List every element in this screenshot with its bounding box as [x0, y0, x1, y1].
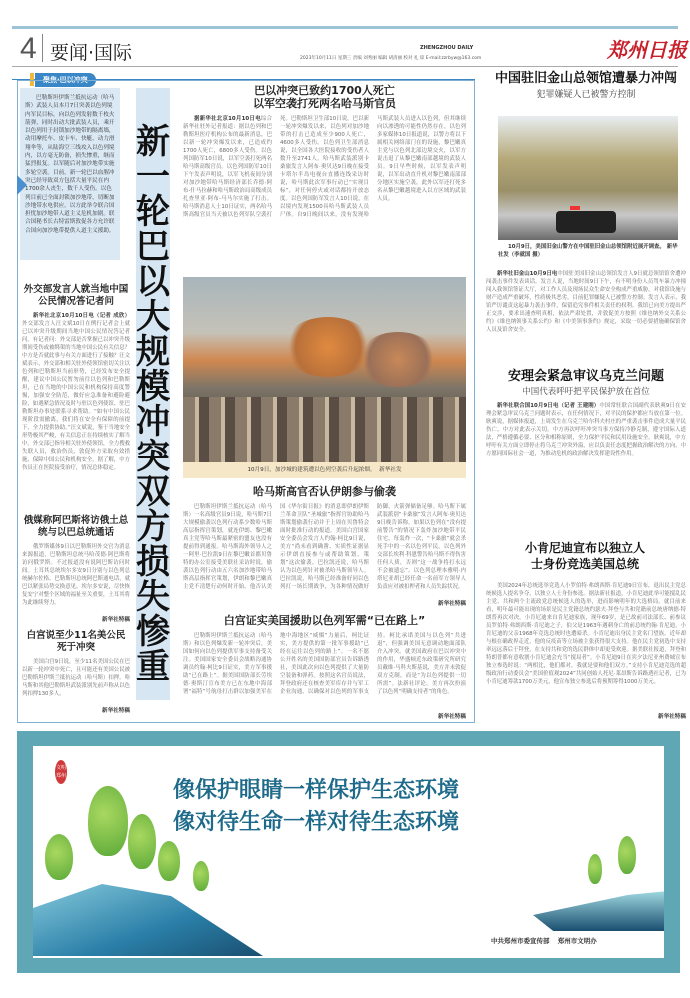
story-subtitle: 犯罪嫌疑人已被警方控制 — [536, 90, 636, 100]
tree-illustration — [193, 861, 209, 891]
tree-illustration — [128, 814, 156, 869]
story-subtitle: 中国代表呼吁把平民保护放在首位 — [522, 387, 650, 397]
dateline: 新华社旧金山10月9日电 — [497, 271, 558, 277]
dateline: 新华社联合国10月9日电（记者 王建刚） — [497, 403, 600, 409]
gaza-smoke-photo — [183, 277, 466, 462]
story-us-aid — [183, 614, 466, 720]
story-mfa — [22, 284, 130, 532]
tree-illustration — [158, 841, 180, 881]
photo-caption — [183, 462, 466, 478]
story-title: 中国驻旧金山总领馆遭暴力冲闯 — [494, 71, 677, 86]
sponsor-1: 中共郑州市委宣传部 — [491, 937, 550, 945]
source: 新华社特稿 — [102, 708, 130, 714]
story-title: 巴以冲突已致约1700人死亡 — [254, 84, 395, 97]
story-unsc — [486, 368, 686, 514]
story-hamas — [183, 485, 466, 607]
cliff-illustration — [533, 891, 664, 931]
header-rule — [12, 26, 678, 29]
issue-meta: 2023年10月11日 星期三 责编 刘秀丽 编辑 胡清丽 校对 礼 琼 E-mail:zzrbyw@163.com — [300, 56, 482, 61]
photo-credit: 新华社发（李就国 摄） — [498, 244, 678, 258]
body-text: 外交部发言人汪文斌10日在例行记者会上就已以冲突升级期间当地中国公民情况答记者问。有记者问：外交部是否掌握已以冲突升级期间受伤或被绑架的当地中国公民有关信息？中方是否就此事与有关方面进行了接触？汪文斌表示，外交部和相关驻外使领馆密切关注以色列和巴勒斯坦当前形势，已经发布安全提醒，建议中国公民暂勿前往以色列和巴勒斯坦，已在当地的中国公民和机构保持高度警惕，加强安全防范，做好应急准备和避险避险，如遇紧急情况及时与驻以色列使馆、驻巴勒斯坦办事处联系寻求帮助。“如有中国公民现阶段需撤离，我们将在安全有保障的前提下，全力提供协助。”汪文斌说，鉴于当地安全形势极其严峻，有关信息正在持续核实了解当中。外交部已指导相关驻外使领馆，全力搜救失联人员，救治伤员，敦促外方采取有效措施，保障中国公民和机构安全。据了解，中方伤员正在医院接受治疗，情况总体稳定。 — [22, 321, 130, 471]
story-body: 巴勒斯坦伊斯兰抵抗运动（哈马斯）一名高级官员9日说，哈马斯7日大规模偷袭以色列行动系少数哈马斯高层指挥官策划，就连伊朗、黎巴嫩真主党等哈马斯最紧密的盟友也没有提前得到通报。哈马斯海外领导人之一阿里·巴拉凯9日在黎巴嫩首都贝鲁特的办公室接受美联社采访时说，偷袭以色列行动由五六名加沙地带哈马斯高层指挥官策划，伊朗和黎巴嫩真主党不清楚行动何时开始。他否认美国《华尔街日报》的消息即伊朗伊斯兰革命卫队“圣城旅”指挥官协助哈马斯策划偷袭行动并于上周在贝鲁特会面时批准行动的报道。美国白宫国家安全委员会发言人约翰·柯比9日说，美方“尚未看到确凿、实质性证据显示伊朗直接参与或帮助策划、策划”这次偷袭。巴拉凯还说，哈马斯认为以色列针对被杀哈马斯领导人。巴拉凯说，哈马斯已经准备好同以色列打一场长期战争，为各种情况做好防御，火箭弹储备足够。哈马斯下属武装派别“卡桑旅”发言人阿布·奥贝达9日晚告诉称，如果以色列在“没有提前警告”的情况下轰炸加沙地带平民住宅，每轰炸一次，“卡桑旅”就会杀死手中的一名以色列平民。以色列外交部长埃利·科恩警告哈马斯不得伤害任何人质，否则“这一战争将打永远不会被遗忘”。以色列总理本雅明·内塔尼亚胡已经任命一名前军方领导人负责应对被扣押者和人员失踪状况。 — [183, 504, 466, 590]
paper-name-en: ZHENGZHOU DAILY — [420, 45, 474, 51]
story-title: 白宫说至少11名美公民死于冲突 — [26, 630, 126, 653]
story-title: 安理会紧急审议乌克兰问题 — [507, 369, 664, 384]
topic-tag: 聚焦·巴以冲突 — [35, 73, 96, 87]
source: 新华社特稿 — [658, 714, 686, 720]
caption-text: 10月9日，加沙城的建筑遭以色列空袭后升起浓烟。 — [247, 467, 376, 473]
story-rfk — [520, 540, 650, 572]
story-body — [22, 312, 130, 532]
summary-box: 巴勒斯坦伊斯兰抵抗运动（哈马斯）武装人员本月7日突袭以色列境内军民目标，向以色列发射数千枚火箭弹，同时出动大批武装人员，乘开以色列用于封锁加沙地带的隔离墙，动用摩托车、皮卡车、快艇、动力滑翔伞等，从陆海空三线攻入以色列境内，以方毫无防备，损失惨重，继而猛烈报复。以军随后对加沙地带实施多轮空袭。目前，新一轮巴以血腥冲突已经导致双方包括大量平民在内1700余人丧生，数千人受伤。以色列目前已全面封锁加沙地带，切断加沙地带水电供应。以方此举令联合国担忧加沙地带人道主义危机加剧。联合国秘书长古特雷斯敦促各方允许联合国向加沙地带提供人道主义援助。 — [20, 88, 120, 260]
story-sf-consulate — [486, 70, 686, 102]
dateline: 新华社北京10月10日电（记者 成欣） — [33, 313, 130, 319]
tree-illustration — [45, 834, 73, 880]
public-service-ad — [17, 731, 680, 973]
photo-credit: 新华社发 — [379, 467, 402, 473]
slogan-line-1: 像保护眼睛一样保护生态环境 — [173, 777, 460, 803]
story-body — [486, 402, 686, 514]
story-body: 美国2024年总统选举竞选人小罗伯特·弗朗西斯·肯尼迪9日宣布，退出民主党总统候选人提名争夺，以独立人士身份参选。据法新社报道，小肯尼迪此举可能搅乱民主党、共和两个主流政党总统候选人的选举，进而影响明年的大选格局。就目前来看，明年最可能出现的场景是民主党籍总统约瑟夫·拜登与共和党籍前总统唐纳德·特朗普再次对决。小肯尼迪来自肯尼迪家族，现年69岁，是已故前司法部长、前参议员罗伯特·弗朗西斯·肯尼迪之子，伯父是1963年遇刺身亡的前总统约翰·肯尼迪。小肯尼迪的父亲1968年竞选总统时也遭暗杀。小肯尼迪出身民主党名门望族，近年却与根在确政界走近，他的反疫苗等立场被主张获得很大支持。他在民主党初选中支持率远远落后于拜登，在支持共和党的选民群体中却更受欢迎。据美联社报道，拜登和特朗普都有意收割小肯尼迪会充当“搅局者”。小肯尼迪9日在宾夕法尼亚州费城宣布独立参选时说：“两相比，他们都对，我就是要和他们双方。”支持小肯尼迪竞选的超级政治行动委员会“美国价值观2024”共同创始人托尼·莱昂斯告诉路透社记者，已为小肯尼迪筹款1700万美元，他宣布独立参选后将预期筹得1000万美元。 — [486, 583, 686, 685]
story-body — [486, 270, 686, 358]
story-russia — [22, 515, 130, 623]
sponsor-2: 郑州市文明办 — [557, 937, 597, 945]
story-whitehouse-11 — [22, 630, 130, 714]
paper-logo: 郑州日报 — [607, 38, 687, 62]
divider — [42, 34, 43, 62]
source: 新华社特稿 — [102, 617, 130, 623]
ad-slogan — [173, 774, 459, 838]
story-title: 俄媒称阿巴斯将访俄土总统与以巴总统通话 — [23, 515, 129, 538]
tree-illustration — [88, 786, 128, 856]
story-main — [183, 84, 466, 273]
divider — [12, 66, 678, 67]
ad-sponsors — [491, 936, 597, 945]
vertical-headline: 新一轮巴以大规模冲突双方损失惨重 — [136, 122, 170, 687]
story-body: 美国白宫9日说，至少11名美国公民在巴以新一轮冲突中死亡，且可能还有美国公民被巴勒斯坦伊斯兰抵抗运动（哈马斯）扣押。哈马斯和其他巴勒斯坦武装派别先前声称从以色列扣押130多人。 — [22, 659, 130, 697]
section-title: 要闻·国际 — [50, 42, 133, 64]
hills-illustration — [33, 876, 263, 956]
dateline: 据新华社北京10月10日电 — [194, 116, 261, 122]
source: 新华社特稿 — [438, 714, 466, 720]
story-subtitle: 以军空袭打死两名哈马斯官员 — [253, 97, 396, 110]
story-title: 小肯尼迪宣布以独立人士身份竞选美国总统 — [524, 541, 645, 571]
civilization-seal-logo: 文明郑州 — [55, 760, 67, 784]
source: 新华社特稿 — [438, 601, 466, 607]
story-body: 俄罗斯媒体9日以巴勒斯坦外交官为消息来源报道，巴勒斯坦总统马哈茂德·阿巴斯将访问俄罗斯。不过报道没有说阿巴斯访问时间。土耳其总统埃尔多安9日分别与以色列总统赫尔佐格、巴勒斯坦总统阿巴斯通电话，就巴以紧张局势交换意见。埃尔多安说，尽快恢复安宁对整个区域的福祉至关重要，土耳其将为此继续努力。 — [22, 544, 130, 606]
consulate-photo — [498, 116, 678, 240]
body-text: 中国驻美国旧金山总领馆发言人9日就总领馆馆舍遭冲闯袭击事件发表谈话。发言人说，当地时间9日下午，有不明身份人员驾车暴力冲撞闯入我领馆签证大厅，对工作人员及现场民众生命安全构成严重威胁，对我馆设施与财产造成严重破坏，性质极其恶劣。目前犯罪嫌疑人已被警方控制。发言人表示，我馆严厉谴责这起暴力袭击事件，保留追究事件相关责任的权利。我馆已向美方提出严正交涉，要求出速查明真相，依法严肃处置，并敦促美方按照《维也纳外交关系公约》《维也纳领事关系公约》和《中美领事条约》规定，采取一切必要措施确保馆舍人员及馆舍安全。 — [486, 271, 686, 333]
story-title: 哈马斯高官否认伊朗参与偷袭 — [253, 485, 396, 498]
story-title: 外交部发言人就当地中国公民情况答记者问 — [23, 284, 129, 307]
caption-text: 10月9日，美国旧金山警方在中国驻旧金山总领馆附近展开调查。 — [508, 244, 665, 250]
story-body — [183, 115, 466, 273]
photo-caption — [498, 243, 678, 259]
arrow-icon — [17, 175, 27, 195]
body-text: 综合新华社驻外记者报道：据以色列和巴勒斯坦医疗机构公布的最新消息，巴以新一轮冲突爆发以来，已造成约1700人死亡，6800多人受伤。以色列国防军10日说，以军空袭打死两名哈马斯高级官员。以色列国防军10日下午发表声明说，以军飞机夜间分别对加沙地带哈马斯经济部长乔德·阿布-什马拉赫和哈马斯政治局高级成员扎查里亚·阿布-马马尔实施了打击。哈马斯消息人士10日证实，两名哈马斯高级官员当天被以色列军队空袭打死。巴勒斯坦卫生部10日说，巴以新一轮冲突爆发以来，以色列对加沙地带的打击已造成至少900人死亡，4600多人受伤。以色列卫生部消息说，以全国各大医院接收的受伤者人数升至2741人。哈马斯武装派别卡桑旅发言人阿布·奥贝达9日晚在接受卡塔尔半岛电视台直播连线采访时说，哈马斯此次军事行动已“实现目标”，对任何停火或对话都持开放态度。以色列国防军发言人10日说，在以境内发现1500具哈马斯武装人员尸体。自9日晚间以来，没有发现哈马斯武装人员进入以色列，但其继续向以渗透的可能性仍然存在。以色列多家媒体10日报道说，以警方将以下属相关网络部门在的设施，黎巴嫩真主党与以色列北部边境交火，以军方说击退了从黎巴嫩南部越境的武装人员。9日早些时候，以军发表声明说，以军出动直升机对黎巴嫩南部部分地区实施空袭，此外以军还打死多名从黎巴嫩越境进入以方区域的武装人员。 — [183, 116, 466, 218]
body-text: 中国常驻联合国副代表耿爽9日在安理会紧急审议乌克兰问题时表示，在任何情况下，对平民的保护都应当放在第一位。耿爽说，据媒体报道，上周发生在乌克兰哈尔科夫村庄的严重袭击事件造成大量平民伤亡，中方对此表示关切。中方再次呼吁冲突当事方保持冷静克制，遵守国际人道法，严格遵循必要、区分和相称原则，全力保护平民和民用设施安全。耿爽说，中方呼吁有关方面立即停止将乌克兰冲突外溢，应以负责任态度把握政治解决的方向。中方愿同国际社会一道，为推动危机的政治解决发挥建设性作用。 — [486, 403, 686, 457]
story-title: 白宫证实美国援助以色列军需“已在路上” — [223, 614, 426, 627]
story-body: 巴勒斯坦伊斯兰抵抗运动（哈马斯）和以色列爆发新一轮冲突后，美国如何向以色列提供军事支持备受关注。美国国家安全委员会战略沟通协调员约翰·柯比9日证实，美方军事援助“已在路上”。据美国国防部长劳埃德·奥斯汀宣布美方已在东地中海部署“福特”号航母打击群以加强美军在地中海地区“威慑”力量后，柯比证实，美方提供的第一批军事援助“已经在运往以色列的路上”。一名不愿公开姓名的美国国防部官员告诉路透社，美国此次向以色列提供了大量防空装备和弹药。按照这名官员说法，拜登政府还在核查美军库存并与军工企业沟通，以确保对以色列的军事支持。柯比承诺美国与以色列“共进退”，但强调美国无意调动地面部队介入冲突。就美国政府在巴以冲突中的作用，华盛顿近东政策研究所研究员戴维·马科夫斯基说，美方并未敦促双方克制，而是“为以色列提供一切所需”。法新社评论，美方再次扮演了以色列“明确支持者”的角色。 — [183, 633, 466, 695]
page-number: 4 — [20, 32, 37, 65]
slogan-line-2: 像对待生命一样对待生态环境 — [173, 809, 460, 835]
tree-illustration — [618, 836, 636, 874]
tree-illustration — [588, 854, 602, 884]
